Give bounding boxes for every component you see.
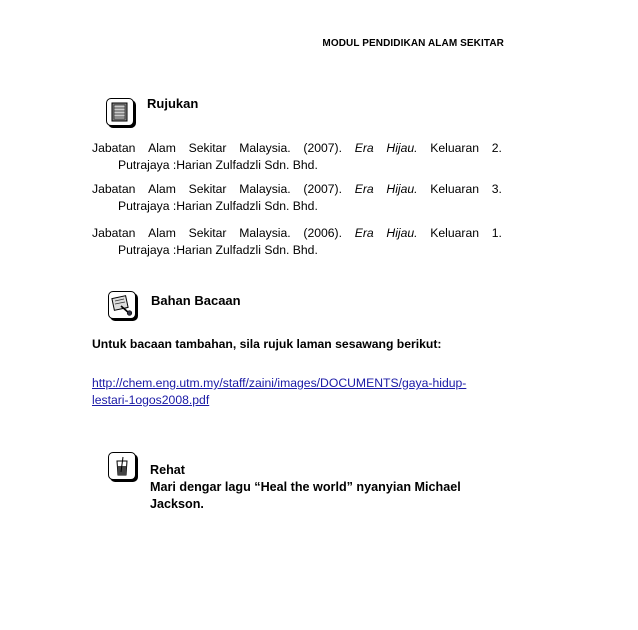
ref-title-word: Era (354, 226, 374, 240)
ref-word: Malaysia. (239, 141, 291, 155)
bahan-intro-text: Untuk bacaan tambahan, sila rujuk laman sesawang berikut: (92, 337, 442, 351)
ref-year: (2007). (303, 182, 343, 196)
ref-title-word: Era (354, 141, 374, 155)
ref-edition-number: 3. (491, 182, 502, 196)
ref-word: Alam (148, 182, 176, 196)
ref-publisher: Putrajaya :Harian Zulfadzli Sdn. Bhd. (118, 243, 318, 257)
ref-word: Sekitar (188, 141, 227, 155)
ref-author: Jabatan (92, 226, 136, 240)
ref-publisher: Putrajaya :Harian Zulfadzli Sdn. Bhd. (118, 199, 318, 213)
ref-title-word: Era (354, 182, 374, 196)
rujukan-title: Rujukan (147, 96, 199, 111)
ref-word: Malaysia. (239, 182, 291, 196)
reading-link-line[interactable]: lestari-1ogos2008.pdf (92, 393, 210, 407)
reading-link[interactable] (92, 375, 502, 409)
page-header: MODUL PENDIDIKAN ALAM SEKITAR (322, 38, 504, 49)
reference-item (92, 225, 502, 259)
ref-title-word: Hijau. (386, 182, 418, 196)
ref-edition-number: 2. (491, 141, 502, 155)
ref-edition-label: Keluaran (430, 226, 480, 240)
ref-word: Alam (148, 226, 176, 240)
rehat-text-line: Jackson. (150, 497, 204, 511)
reference-item (92, 140, 502, 174)
ref-word: Sekitar (188, 226, 227, 240)
reference-item (92, 181, 502, 215)
drink-glass-icon (108, 452, 136, 480)
ref-title-word: Hijau. (386, 226, 418, 240)
ref-edition-number: 1. (491, 226, 502, 240)
ref-author: Jabatan (92, 141, 136, 155)
rehat-block (150, 462, 461, 513)
bahan-bacaan-title: Bahan Bacaan (151, 293, 241, 308)
ref-publisher: Putrajaya :Harian Zulfadzli Sdn. Bhd. (118, 158, 318, 172)
rehat-text-line: Mari dengar lagu “Heal the world” nyanyian Michael (150, 480, 461, 494)
reading-icon (108, 291, 136, 319)
ref-word: Alam (148, 141, 176, 155)
ref-edition-label: Keluaran (430, 141, 480, 155)
ref-edition-label: Keluaran (430, 182, 480, 196)
rehat-title: Rehat (150, 463, 185, 477)
ref-year: (2006). (303, 226, 343, 240)
book-icon (106, 98, 134, 126)
reading-link-line[interactable]: http://chem.eng.utm.my/staff/zaini/images/DOCUMENTS/gaya-hidup- (92, 376, 467, 390)
ref-word: Sekitar (188, 182, 227, 196)
ref-author: Jabatan (92, 182, 136, 196)
ref-title-word: Hijau. (386, 141, 418, 155)
ref-word: Malaysia. (239, 226, 291, 240)
ref-year: (2007). (303, 141, 343, 155)
